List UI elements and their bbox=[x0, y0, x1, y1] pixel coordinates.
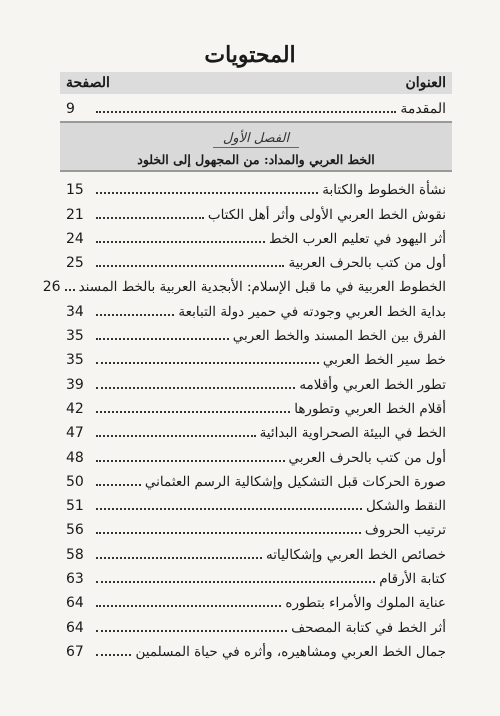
entry-page-number: 63 bbox=[66, 571, 84, 588]
entry-title: نقوش الخط العربي الأولى وأثر أهل الكتاب bbox=[207, 206, 446, 223]
dot-leader bbox=[96, 338, 229, 340]
entry-page-number: 47 bbox=[66, 425, 84, 442]
entry-page-number: 64 bbox=[66, 595, 84, 612]
toc-entry[interactable] bbox=[42, 271, 452, 296]
entry-title: أقلام الخط العربي وتطورها bbox=[294, 400, 446, 417]
toc-entry[interactable] bbox=[60, 417, 452, 441]
column-header bbox=[60, 72, 452, 94]
entry-title: أثر الخط في كتابة المصحف bbox=[291, 619, 446, 636]
entry-title: خط سير الخط العربي bbox=[322, 352, 446, 369]
entry-title: أول من كتب بالحرف العربي bbox=[288, 449, 446, 466]
entry-title: بداية الخط العربي وجودته في حمير دولة التبابعة bbox=[178, 303, 446, 320]
toc-entry-list bbox=[42, 174, 452, 660]
entry-page-number: 21 bbox=[66, 206, 84, 223]
dot-leader bbox=[96, 111, 396, 113]
dot-leader bbox=[96, 217, 204, 219]
toc-entry[interactable] bbox=[60, 538, 452, 562]
entry-page-number: 64 bbox=[66, 619, 84, 636]
toc-entry[interactable] bbox=[60, 174, 452, 198]
entry-page-number: 35 bbox=[66, 352, 84, 369]
dot-leader bbox=[65, 289, 75, 291]
entry-page-number: 67 bbox=[66, 643, 84, 660]
dot-leader bbox=[96, 630, 287, 632]
dot-leader bbox=[96, 265, 284, 267]
entry-page-number: 48 bbox=[66, 449, 84, 466]
entry-title: أول من كتب بالحرف العربية bbox=[288, 255, 446, 272]
entry-page-number: 9 bbox=[66, 101, 75, 117]
entry-page-number: 50 bbox=[66, 473, 84, 490]
chapter-label: الفصل الأول bbox=[213, 131, 299, 148]
toc-entry[interactable] bbox=[60, 563, 452, 587]
dot-leader bbox=[96, 241, 265, 243]
dot-leader bbox=[96, 411, 290, 413]
toc-entry-introduction[interactable] bbox=[60, 94, 452, 117]
entry-title: النقط والشكل bbox=[366, 498, 446, 515]
entry-page-number: 35 bbox=[66, 328, 84, 345]
toc-entry[interactable] bbox=[60, 344, 452, 368]
dot-leader bbox=[96, 484, 141, 486]
entry-page-number: 56 bbox=[66, 522, 84, 539]
dot-leader bbox=[96, 362, 319, 364]
page-title: المحتويات bbox=[204, 42, 296, 68]
entry-page-number: 24 bbox=[66, 230, 84, 247]
dot-leader bbox=[96, 460, 285, 462]
entry-page-number: 15 bbox=[66, 182, 84, 199]
toc-entry[interactable] bbox=[60, 393, 452, 417]
toc-entry[interactable] bbox=[60, 223, 452, 247]
toc-entry[interactable] bbox=[60, 514, 452, 538]
entry-page-number: 25 bbox=[66, 255, 84, 272]
entry-title: عناية الملوك والأمراء بتطوره bbox=[285, 595, 446, 612]
table-of-contents bbox=[42, 72, 452, 660]
entry-page-number: 26 bbox=[42, 279, 61, 296]
toc-entry[interactable] bbox=[60, 441, 452, 465]
toc-entry[interactable] bbox=[60, 368, 452, 392]
entry-title: خصائص الخط العربي وإشكالياته bbox=[265, 546, 446, 563]
entry-title: الفرق بين الخط المسند والخط العربي bbox=[232, 328, 446, 345]
toc-entry[interactable] bbox=[60, 320, 452, 344]
entry-title: الخطوط العربية في ما قبل الإسلام: الأبجدية العربية بالخط المسند bbox=[78, 279, 446, 296]
toc-entry[interactable] bbox=[60, 247, 452, 271]
entry-page-number: 34 bbox=[66, 303, 84, 320]
toc-entry[interactable] bbox=[60, 611, 452, 635]
toc-entry[interactable] bbox=[60, 295, 452, 319]
entry-title: نشأة الخطوط والكتابة bbox=[322, 182, 446, 199]
dot-leader bbox=[96, 387, 295, 389]
entry-title: ترتيب الحروف bbox=[364, 522, 446, 539]
dot-leader bbox=[96, 654, 131, 656]
entry-page-number: 42 bbox=[66, 400, 84, 417]
column-page-label: الصفحة bbox=[66, 75, 110, 91]
entry-title: المقدمة bbox=[400, 101, 446, 117]
entry-title: جمال الخط العربي ومشاهيره، وأثره في حياة المسلمين bbox=[135, 643, 446, 660]
dot-leader bbox=[96, 605, 281, 607]
entry-title: كتابة الأرقام bbox=[379, 571, 446, 588]
entry-title: الخط في البيئة الصحراوية البدائية bbox=[259, 425, 446, 442]
dot-leader bbox=[96, 508, 362, 510]
entry-page-number: 51 bbox=[66, 498, 84, 515]
toc-entry[interactable] bbox=[60, 490, 452, 514]
toc-entry[interactable] bbox=[60, 198, 452, 222]
dot-leader bbox=[96, 581, 375, 583]
dot-leader bbox=[96, 557, 262, 559]
entry-page-number: 58 bbox=[66, 546, 84, 563]
chapter-heading bbox=[60, 121, 452, 172]
entry-title: تطور الخط العربي وأقلامه bbox=[299, 376, 446, 393]
toc-entry[interactable] bbox=[60, 636, 452, 660]
dot-leader bbox=[96, 314, 174, 316]
chapter-title: الخط العربي والمداد: من المجهول إلى الخلود bbox=[137, 152, 375, 167]
dot-leader bbox=[96, 192, 318, 194]
toc-entry[interactable] bbox=[60, 587, 452, 611]
entry-title: صورة الحركات قبل التشكيل وإشكالية الرسم العثماني bbox=[144, 473, 446, 490]
entry-title: أثر اليهود في تعليم العرب الخط bbox=[269, 230, 446, 247]
dot-leader bbox=[96, 532, 361, 534]
dot-leader bbox=[96, 435, 256, 437]
entry-page-number: 39 bbox=[66, 376, 84, 393]
column-title-label: العنوان bbox=[405, 75, 446, 91]
toc-entry[interactable] bbox=[60, 466, 452, 490]
